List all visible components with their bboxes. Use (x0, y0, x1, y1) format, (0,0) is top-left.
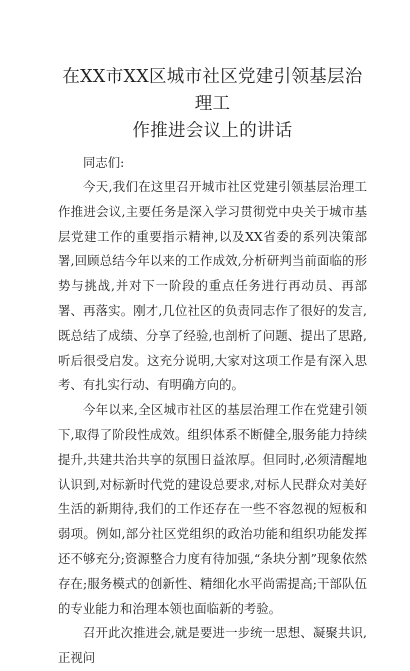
paragraph-intro: 今天,我们在这里召开城市社区党建引领基层治理工作推进会议,主要任务是深入学习贯彻党中央关于城市基层党建工作的重要指示精神,以及XX省委的系列决策部署,回顾总结今年以来的工作成效,分析研判当前面临的形势与挑战,并对下一阶段的重点任务进行再动员、再部署、再落实。刚才,几位社区的负责同志作了很好的发言,既总结了成绩、分享了经验,也剖析了问题、提出了思路,听后很受启发。这充分说明,大家对这项工作是有深入思考、有扎实行动、有明确方向的。 (58, 179, 367, 393)
paragraph-achievements: 今年以来,全区城市社区的基层治理工作在党建引领下,取得了阶段性成效。组织体系不断健全,服务能力持续提升,共建共治共享的氛围日益浓厚。但同时,必须清醒地认识到,对标新时代党的建设总要求,对标人民群众对美好生活的新期待,我们的工作还存在一些不容忽视的短板和弱项。例如,部分社区党组织的政治功能和组织功能发挥还不够充分;资源整合力度有待加强,“条块分割”现象依然存在;服务模式的创新性、精细化水平尚需提高;干部队伍的专业能力和治理本领也面临新的考验。 (58, 402, 367, 616)
title-line-2: 作推进会议上的讲话 (132, 121, 293, 141)
document-title (58, 64, 367, 145)
title-line-1: 在XX市XX区城市社区党建引领基层治理工 (62, 67, 363, 114)
paragraph-purpose: 召开此次推进会,就是要进一步统一思想、凝聚共识,正视问 (58, 625, 367, 666)
salutation: 同志们: (83, 155, 125, 170)
